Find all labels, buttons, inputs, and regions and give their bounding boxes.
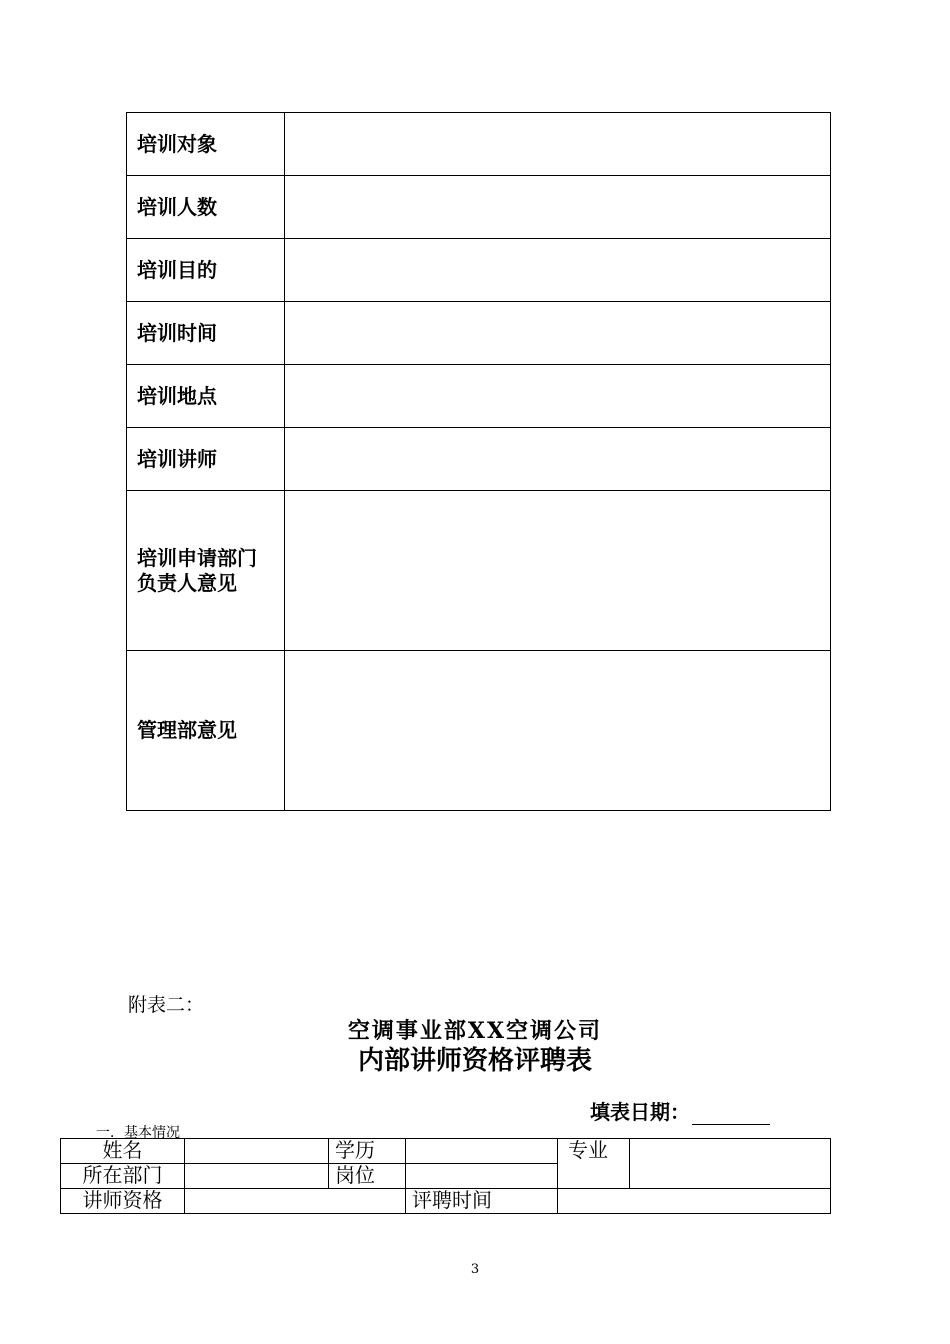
row-label: 管理部意见 xyxy=(127,651,285,811)
hire-time-label: 评聘时间 xyxy=(406,1189,558,1214)
training-time-field[interactable] xyxy=(285,302,831,365)
hire-time-field[interactable] xyxy=(558,1189,831,1214)
training-target-field[interactable] xyxy=(285,113,831,176)
name-field[interactable] xyxy=(185,1139,329,1164)
training-lecturer-field[interactable] xyxy=(285,428,831,491)
management-opinion-field[interactable] xyxy=(285,651,831,811)
table-row xyxy=(127,651,831,811)
row-label xyxy=(127,491,285,651)
row-label: 培训目的 xyxy=(127,239,285,302)
department-label: 所在部门 xyxy=(61,1164,185,1189)
training-location-field[interactable] xyxy=(285,365,831,428)
department-field[interactable] xyxy=(185,1164,329,1189)
row-label: 培训讲师 xyxy=(127,428,285,491)
table-row xyxy=(61,1139,831,1164)
major-field[interactable] xyxy=(630,1139,831,1189)
department-head-opinion-field[interactable] xyxy=(285,491,831,651)
table-row xyxy=(61,1189,831,1214)
page-number: 3 xyxy=(470,1262,480,1277)
major-label: 专业 xyxy=(558,1139,630,1189)
table-row xyxy=(127,302,831,365)
table-row xyxy=(127,113,831,176)
company-name: 空调事业部XX空调公司 xyxy=(347,1018,603,1044)
form-title: 内部讲师资格评聘表 xyxy=(357,1046,592,1076)
fill-date-label: 填表日期： xyxy=(590,1100,690,1124)
training-purpose-field[interactable] xyxy=(285,239,831,302)
row-label: 培训地点 xyxy=(127,365,285,428)
fill-date-blank[interactable] xyxy=(692,1106,770,1125)
row-label: 培训人数 xyxy=(127,176,285,239)
table-row xyxy=(127,491,831,651)
education-label: 学历 xyxy=(329,1139,406,1164)
row-label: 培训对象 xyxy=(127,113,285,176)
table-row xyxy=(127,365,831,428)
table-row xyxy=(127,428,831,491)
training-count-field[interactable] xyxy=(285,176,831,239)
training-application-table xyxy=(126,112,831,811)
position-label: 岗位 xyxy=(329,1164,406,1189)
row-label-line: 培训申请部门 xyxy=(137,545,257,570)
name-label: 姓名 xyxy=(61,1139,185,1164)
position-field[interactable] xyxy=(406,1164,558,1189)
table-row xyxy=(127,239,831,302)
table-row xyxy=(127,176,831,239)
annex-label: 附表二： xyxy=(128,994,205,1016)
qualification-field[interactable] xyxy=(185,1189,406,1214)
education-field[interactable] xyxy=(406,1139,558,1164)
row-label: 培训时间 xyxy=(127,302,285,365)
row-label-line: 负责人意见 xyxy=(137,570,237,595)
section-heading: 一．基本情况 xyxy=(96,1125,180,1141)
qualification-label: 讲师资格 xyxy=(61,1189,185,1214)
fill-date xyxy=(590,1096,770,1125)
basic-info-table xyxy=(60,1138,831,1214)
